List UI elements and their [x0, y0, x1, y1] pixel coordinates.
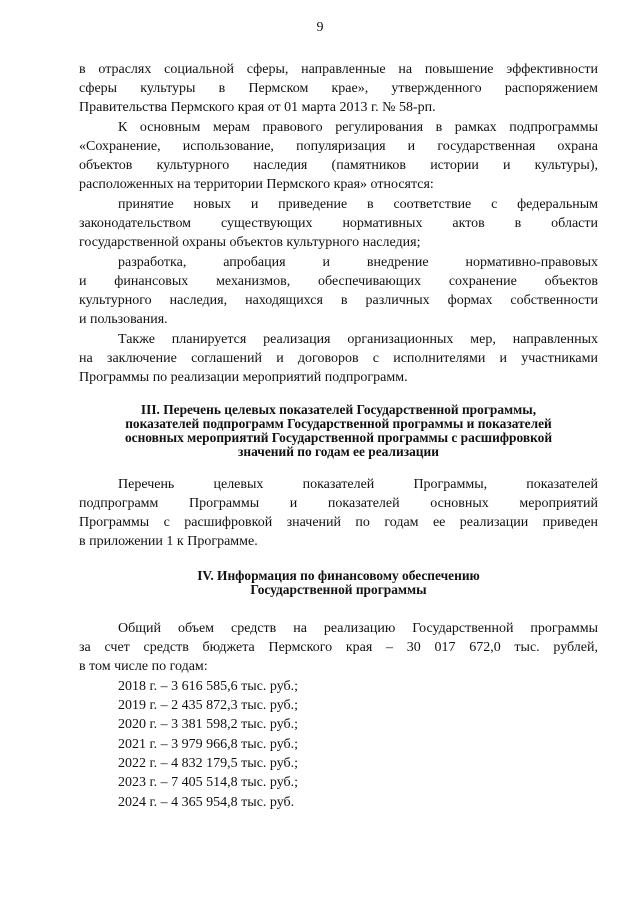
paragraph-line: на заключение соглашений и договоров с исполнителями и участниками [79, 351, 598, 366]
year-amount-item: 2024 г. – 4 365 954,8 тыс. руб. [118, 795, 295, 810]
paragraph-line: «Сохранение, использование, популяризация и государственная охрана [79, 139, 598, 154]
list-item-line: и финансовых механизмов, обеспечивающих сохранение объектов [79, 274, 598, 289]
paragraph-line: Общий объем средств на реализацию Государственной программы [118, 621, 598, 636]
list-item-line: законодательством существующих нормативных актов в области [79, 216, 598, 231]
list-item-line: государственной охраны объектов культурного наследия; [79, 235, 421, 250]
section-heading-line: основных мероприятий Государственной программы с расшифровкой [124, 430, 553, 445]
section-heading-line: показателей подпрограмм Государственной программы и показателей [125, 416, 552, 431]
section-heading-line: IV. Информация по финансовому обеспечению [197, 568, 480, 583]
list-item-line: и пользования. [79, 312, 168, 327]
paragraph-line: Перечень целевых показателей Программы, показателей [118, 477, 598, 492]
paragraph-line: в том числе по годам: [79, 659, 208, 674]
section-heading-line: III. Перечень целевых показателей Государственной программы, [140, 402, 537, 417]
year-amount-item: 2021 г. – 3 979 966,8 тыс. руб.; [118, 737, 299, 752]
year-amount-item: 2022 г. – 4 832 179,5 тыс. руб.; [118, 756, 299, 771]
paragraph-line: сферы культуры в Пермском крае», утвержденного распоряжением [79, 81, 598, 96]
paragraph-line: Программы с расшифровкой значений по годам ее реализации приведен [79, 515, 598, 530]
section-heading-line: значений по годам ее реализации [238, 444, 439, 459]
paragraph-line: расположенных на территории Пермского края» относятся: [79, 177, 434, 192]
paragraph-line: объектов культурного наследия (памятников истории и культуры), [79, 158, 598, 173]
section-heading-line: Государственной программы [250, 582, 427, 597]
year-amount-item: 2023 г. – 7 405 514,8 тыс. руб.; [118, 775, 299, 790]
year-amount-item: 2020 г. – 3 381 598,2 тыс. руб.; [118, 717, 299, 732]
paragraph-line: подпрограмм Программы и показателей основных мероприятий [79, 496, 598, 511]
paragraph-line: в приложении 1 к Программе. [79, 534, 258, 549]
list-item-line: принятие новых и приведение в соответствие с федеральным [118, 197, 598, 212]
paragraph-line: Правительства Пермского края от 01 марта 2013 г. № 58-рп. [79, 100, 436, 115]
year-amount-item: 2018 г. – 3 616 585,6 тыс. руб.; [118, 679, 299, 694]
page-number: 9 [316, 20, 324, 35]
paragraph-line: К основным мерам правового регулирования в рамках подпрограммы [118, 120, 598, 135]
paragraph-line: Программы по реализации мероприятий подпрограмм. [79, 370, 408, 385]
paragraph-line: Также планируется реализация организационных мер, направленных [118, 332, 598, 347]
paragraph-line: за счет средств бюджета Пермского края – 30 017 672,0 тыс. рублей, [79, 640, 598, 655]
list-item-line: разработка, апробация и внедрение нормативно-правовых [118, 255, 598, 270]
paragraph-line: в отраслях социальной сферы, направленные на повышение эффективности [79, 62, 598, 77]
list-item-line: культурного наследия, находящихся в различных формах собственности [79, 293, 598, 308]
year-amount-item: 2019 г. – 2 435 872,3 тыс. руб.; [118, 698, 299, 713]
